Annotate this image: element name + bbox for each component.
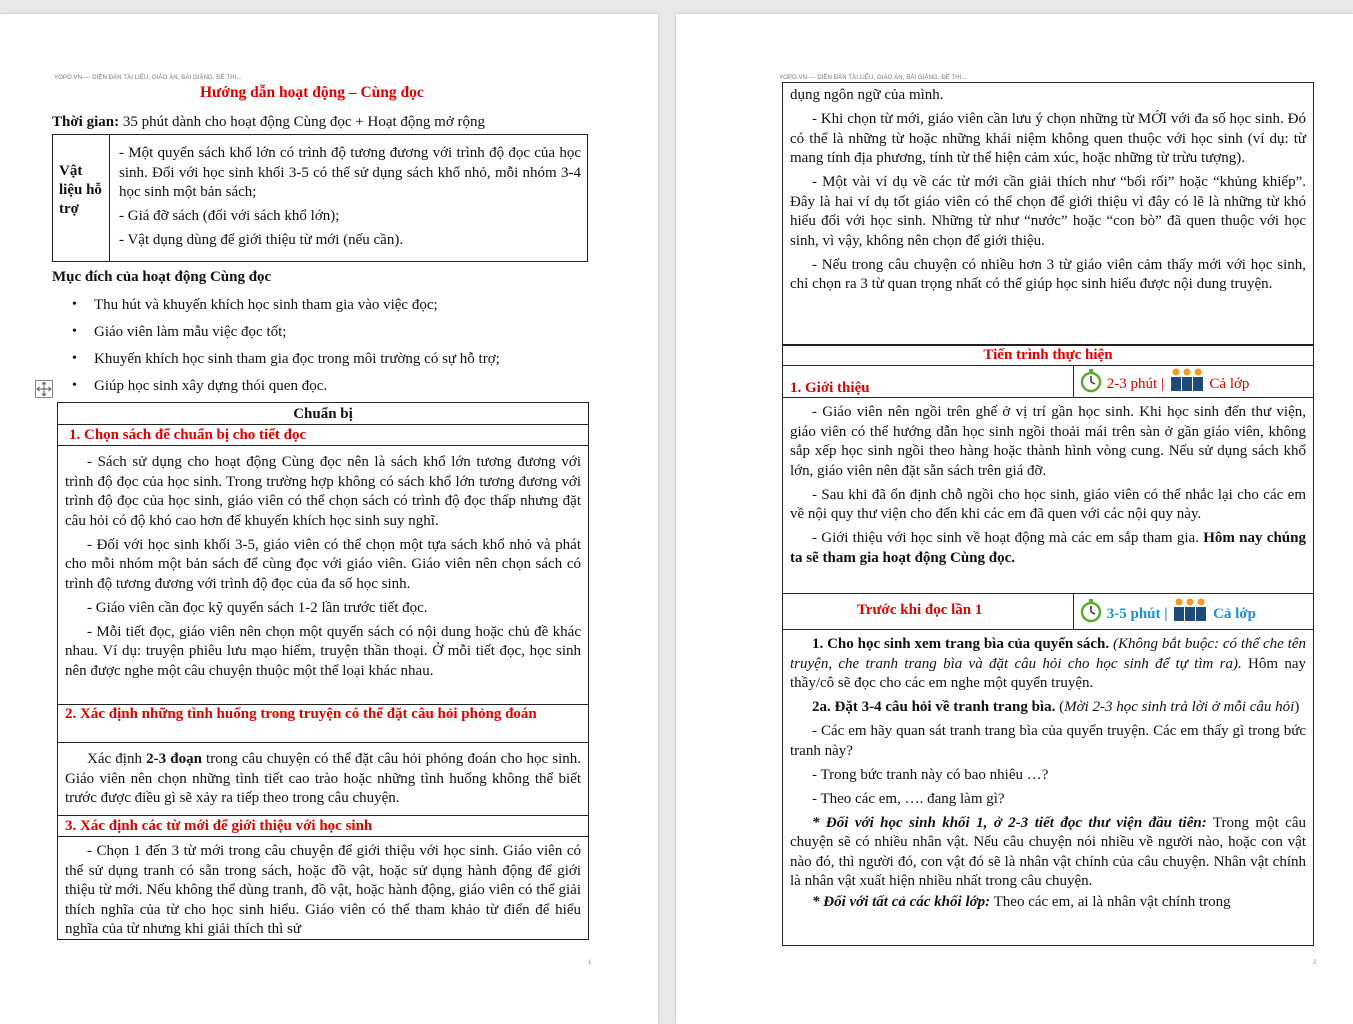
intro-time: 2-3 phút |: [1106, 376, 1164, 392]
paragraph: 2a. Đặt 3-4 câu hỏi về tranh trang bìa. (Mời 2-3 học sinh trả lời ở mỗi câu hỏi): [812, 699, 1300, 715]
document-page-1: [0, 14, 658, 1024]
intro-title: 1. Giới thiệu: [790, 380, 870, 396]
intro-body: [790, 403, 1306, 573]
before-reading-title: Trước khi đọc lần 1: [857, 602, 983, 618]
materials-list: [119, 144, 581, 255]
purpose-list: [52, 296, 500, 404]
page-header: YOPO.VN---- DIỄN ĐÀN TÀI LIỆU, GIÁO ÁN, BÀI GIẢNG, ĐỀ THI...: [54, 75, 242, 81]
paragraph: - Khi chọn từ mới, giáo viên cần lưu ý chọn những từ MỚI với đa số học sinh. Đó có thể là những từ hoặc những khái niệm không quen thuộc với học sinh (ví dụ: từ mang tính địa phương, tính từ thể hiện cảm xúc, hoặc những từ trừu tượng).: [790, 111, 1306, 166]
paragraph: 1. Cho học sinh xem trang bìa của quyển sách. (Không bắt buộc: có thể che tên truyện, che tranh trang bìa và đặt câu hỏi cho học sinh để tự tìm ra). Hôm nay thầy/cô sẽ đọc cho các em nghe một quyển truyện.: [790, 636, 1306, 691]
paragraph: Xác định 2-3 đoạn trong câu chuyện có thể đặt câu hỏi phỏng đoán cho học sinh. Giáo viên nên chọn những tình tiết cao trào hoặc những tình huống không thể biết trước được điều gì sẽ xảy ra tiếp theo trong câu chuyện.: [65, 751, 581, 806]
paragraph: - Mỗi tiết đọc, giáo viên nên chọn một quyển sách có nội dung hoặc chủ đề khác nhau. Ví dụ: truyện phiêu lưu mạo hiểm, truyện thần thoại. Ở mỗi tiết đọc, học sinh nên được nghe một câu chuyện thuộc một thể loại khác nhau.: [65, 623, 581, 679]
materials-item: - Một quyển sách khổ lớn có trình độ tương đương với trình độ đọc của học sinh. Đối với học sinh khối 3-5 có thể sử dụng sách khổ nhỏ, mỗi nhóm 3-4 học sinh một bản sách;: [119, 145, 581, 200]
paragraph: - Giới thiệu với học sinh về hoạt động mà các em sắp tham gia. Hôm nay chúng ta sẽ tham gia hoạt động Cùng đọc.: [790, 530, 1306, 566]
before-group: Cả lớp: [1213, 606, 1256, 622]
paragraph: - Trong bức tranh này có bao nhiêu …?: [812, 766, 1049, 783]
section-3-title: 3. Xác định các từ mới để giới thiệu với học sinh: [65, 818, 373, 834]
time-label: Thời gian:: [52, 114, 120, 130]
materials-item: - Vật dụng dùng để giới thiệu từ mới (nếu cần).: [119, 232, 404, 248]
people-group-icon: [1168, 367, 1206, 398]
paragraph: - Nếu trong câu chuyện có nhiều hơn 3 từ giáo viên cảm thấy mới với học sinh, chỉ chọn ra 3 từ quan trọng nhất có thể giúp học sinh hiểu được nội dung truyện.: [790, 256, 1306, 292]
document-page-2: [676, 14, 1353, 1024]
paragraph: - Giáo viên cần đọc kỹ quyển sách 1-2 lần trước tiết đọc.: [87, 599, 428, 616]
section-2-body: [65, 750, 581, 813]
paragraph: - Sau khi đã ổn định chỗ ngồi cho học sinh, giáo viên có thể nhắc lại cho các em về nội quy thư viện cho đến khi các em đã quen với các nội quy này.: [790, 486, 1306, 522]
paragraph: - Một vài ví dụ về các từ mới cần giải thích như “bối rối” hoặc “khủng khiếp”. Đây là hai ví dụ tốt giáo viên có thể chọn để giới thiệu vì đây có lẽ là những từ khó hiểu đối với học sinh. Những từ như “nước” hoặc “con bò” đã quen thuộc với học sinh, vì vậy, không nên chọn để giới thiệu.: [790, 174, 1306, 249]
before-reading-body: [790, 635, 1306, 917]
process-table: [782, 344, 1314, 946]
paragraph: - Giáo viên nên ngồi trên ghế ở vị trí gần học sinh. Khi học sinh đến thư viện, giáo viên có thể hướng dẫn học sinh ngồi thoải mái trên sàn ở gần giáo viên, không sắp xếp học sinh ngồi theo hàng hoặc thành hình vòng cung. Nếu sử dụng sách khổ lớn, giáo viên nên đặt sẵn sách trên giá đỡ.: [790, 404, 1306, 479]
document-title: Hướng dẫn hoạt động – Cùng đọc: [200, 84, 424, 101]
paragraph: * Đối với học sinh khối 1, ở 2-3 tiết đọc thư viện đầu tiên: Trong một câu chuyện sẽ có nhiều nhân vật. Nếu câu chuyện nói nhiều về người nào, hoặc con vật nào đó, thì người đó, con vật đó sẽ là nhân vật chính của câu chuyện. Nhân vật chính là nhân vật xuất hiện nhiều nhất trong câu chuyện.: [790, 814, 1307, 889]
section-1-title: 1. Chọn sách để chuẩn bị cho tiết đọc: [69, 427, 307, 443]
materials-item: - Giá đỡ sách (đối với sách khổ lớn);: [119, 208, 340, 224]
paragraph: dụng ngôn ngữ của mình.: [790, 87, 944, 103]
list-item: • Giúp học sinh xây dựng thói quen đọc.: [52, 377, 500, 404]
people-group-icon: [1171, 597, 1209, 628]
list-item: • Khuyến khích học sinh tham gia đọc trong môi trường có sự hỗ trợ;: [52, 350, 500, 377]
list-item: • Giáo viên làm mẫu việc đọc tốt;: [52, 323, 500, 350]
stopwatch-icon: [1079, 597, 1103, 628]
preparation-table: [57, 402, 589, 940]
section-3-body: [65, 842, 581, 944]
time-line: [52, 114, 485, 131]
intro-group: Cả lớp: [1209, 376, 1250, 392]
section-2-title: 2. Xác định những tình huống trong truyện có thể đặt câu hỏi phỏng đoán: [65, 706, 537, 722]
intro-time-group: [1079, 367, 1249, 398]
page-number: 2: [1313, 960, 1317, 966]
time-text: 35 phút dành cho hoạt động Cùng đọc + Hoạt động mở rộng: [119, 114, 486, 130]
vocabulary-continuation: [782, 82, 1314, 346]
paragraph: - Đối với học sinh khối 3-5, giáo viên có thể chọn một tựa sách khổ nhỏ và phát cho mỗi nhóm một bản sách để cùng đọc với giáo viên. Giáo viên nên chọn sách có trình độ tương đương với trình độ đọc của đa số học sinh.: [65, 536, 581, 592]
materials-label: Vật liệu hỗ trợ: [59, 163, 102, 217]
paragraph: - Chọn 1 đến 3 từ mới trong câu chuyện để giới thiệu với học sinh. Giáo viên có thể sử dụng tranh có sẵn trong sách, hoặc đồ vật, hoặc sử dụng hành động để giới thiệu từ mới. Nếu không thể dùng tranh, đồ vật, hoặc hành động, giáo viên có thể giải thích nghĩa của từ cho học sinh hiểu. Giáo viên có thể tham khảo từ điển để hiểu nghĩa của từ nhưng khi giải thích thì sử: [65, 843, 581, 937]
before-time-group: [1079, 597, 1256, 628]
paragraph: - Các em hãy quan sát tranh trang bìa của quyển truyện. Các em thấy gì trong bức tranh này?: [790, 723, 1306, 759]
move-handle-icon[interactable]: [35, 380, 53, 398]
stopwatch-icon: [1079, 367, 1103, 398]
materials-table: [52, 134, 588, 262]
prep-title: Chuẩn bị: [293, 406, 353, 422]
process-title: Tiến trình thực hiện: [983, 347, 1113, 363]
purpose-title: Mục đích của hoạt động Cùng đọc: [52, 269, 272, 285]
list-item: • Thu hút và khuyến khích học sinh tham gia vào việc đọc;: [52, 296, 500, 323]
paragraph: * Đối với tất cả các khối lớp: Theo các em, ai là nhân vật chính trong: [812, 893, 1231, 910]
page-header: YOPO.VN---- DIỄN ĐÀN TÀI LIỆU, GIÁO ÁN, BÀI GIẢNG, ĐỀ THI...: [779, 75, 967, 81]
section-1-body: [65, 453, 581, 686]
paragraph: - Theo các em, …. đang làm gì?: [812, 790, 1005, 807]
page-number: 1: [588, 960, 592, 966]
before-time: 3-5 phút |: [1106, 606, 1168, 622]
paragraph: - Sách sử dụng cho hoạt động Cùng đọc nên là sách khổ lớn tương đương với trình độ đọc của học sinh. Trong trường hợp không có sách khổ lớn tương đương với trình độ đọc của học sinh, giáo viên có thể chọn sách có trình độ đọc thấp nhưng đặt câu hỏi có độ khó cao hơn để khuyến khích học sinh suy nghĩ.: [65, 454, 581, 529]
